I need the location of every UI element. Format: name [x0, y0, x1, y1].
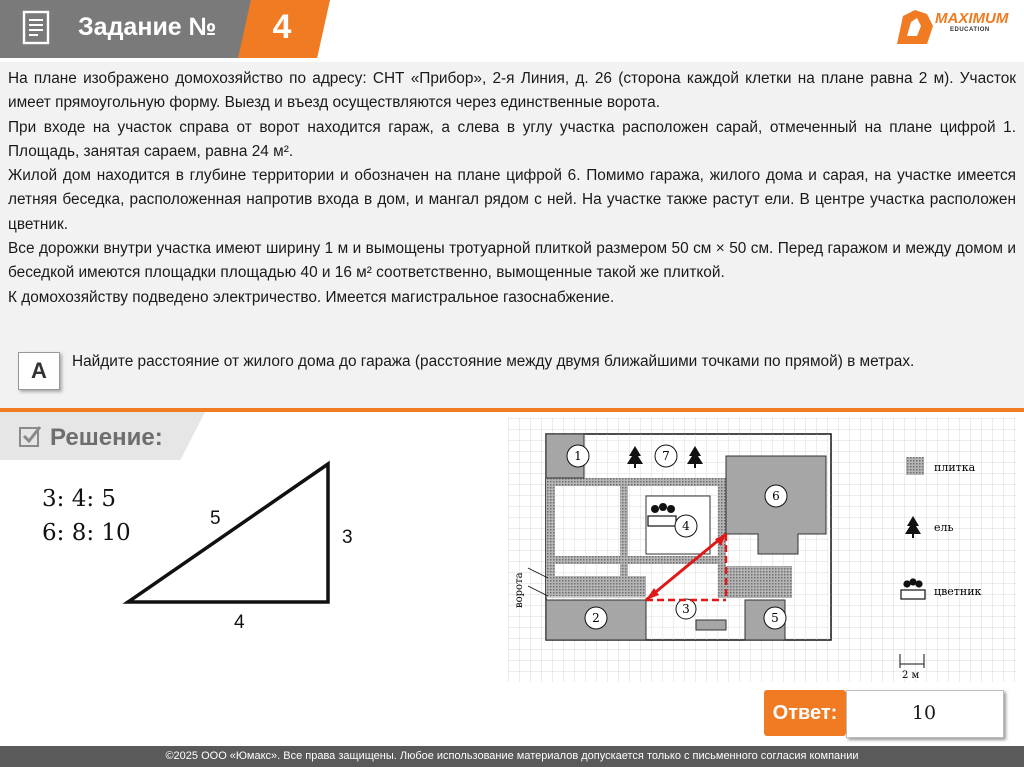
legend-flowerbed: цветник	[934, 585, 982, 598]
plan-label-3: 3	[682, 602, 690, 616]
divider	[0, 408, 1024, 412]
small-slab	[696, 620, 726, 630]
plan-label-5: 5	[771, 611, 779, 625]
right-triangle	[128, 464, 328, 602]
site-plan	[508, 418, 1016, 682]
plan-label-4: 4	[682, 519, 690, 533]
problem-paragraph: На плане изображено домохозяйство по адресу: СНТ «Прибор», 2-я Линия, д. 26 (сторона каждой клетки на плане равна 2 м). Участок имеет прямоугольную форму. Выезд и въезд осуществляются через единственные ворота.	[8, 70, 1016, 112]
problem-paragraph: К домохозяйству подведено электричество. Имеется магистральное газоснабжение.	[8, 288, 615, 306]
ratio-line: 3: 4: 5	[42, 486, 117, 512]
task-title: Задание №	[78, 13, 217, 41]
horizontal-leg-label: 4	[234, 612, 245, 633]
ratio-line: 6: 8: 10	[42, 520, 131, 546]
triangle-diagram	[118, 458, 368, 638]
problem-paragraph: Все дорожки внутри участка имеют ширину 1 м и вымощены тротуарной плиткой размером 50 см × 50 см. Перед гаражом и между домом и беседкой имеются площадки площадью 40 и 16 м² соответственно, вымощенные такой же плиткой.	[8, 240, 1016, 282]
plan-label-7: 7	[662, 449, 670, 463]
plan-label-6: 6	[772, 489, 780, 503]
gate-label: ворота	[514, 572, 525, 608]
answer-value: 10	[911, 702, 937, 724]
legend-spruce: ель	[934, 521, 954, 534]
plan-label-2: 2	[592, 611, 600, 625]
problem-text	[8, 67, 1016, 310]
question-badge: А	[18, 352, 60, 390]
logo-subtitle: EDUCATION	[950, 27, 990, 33]
legend-tile-swatch	[906, 457, 924, 475]
legend-scale: 2 м	[902, 670, 920, 681]
copyright-text: ©2025 ООО «Юмакс». Все права защищены. Любое использование материалов допускается только с письменного согласия компании	[165, 750, 859, 762]
checkbox-icon	[18, 424, 42, 448]
question-text: Найдите расстояние от жилого дома до гаража (расстояние между двумя ближайшими точками по прямой) в метрах.	[72, 353, 915, 370]
problem-paragraph: Жилой дом находится в глубине территории и обозначен на плане цифрой 6. Помимо гаража, жилого дома и сарая, на участке имеется летняя беседка, расположенная напротив входа в дом, и мангал рядом с ней. На участке также растут ели. В центре участка расположен цветник.	[8, 167, 1016, 233]
task-number: 4	[272, 8, 292, 46]
vertical-leg-label: 3	[342, 527, 353, 548]
answer-label: Ответ:	[772, 702, 838, 724]
legend-tile: плитка	[934, 461, 976, 474]
document-icon	[22, 10, 52, 46]
plan-label-1: 1	[574, 449, 582, 463]
hypotenuse-label: 5	[210, 508, 221, 529]
logo-word: MAXIMUM	[935, 10, 1009, 27]
solution-title: Решение:	[50, 424, 163, 451]
problem-paragraph: При входе на участок справа от ворот находится гараж, а слева в углу участка расположен сарай, отмеченный на плане цифрой 1. Площадь, занятая сараем, равна 24 м².	[8, 118, 1016, 160]
header	[0, 0, 1024, 62]
